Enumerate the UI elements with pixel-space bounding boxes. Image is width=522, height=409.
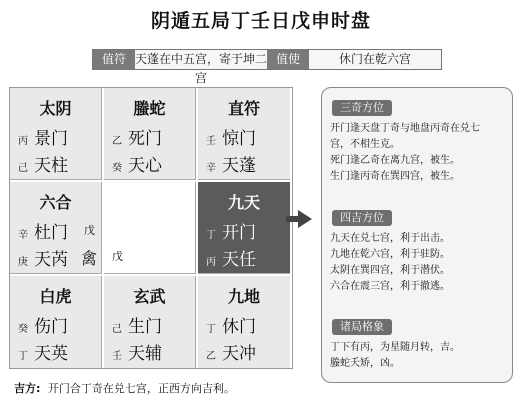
- god-label: 直符: [227, 99, 260, 118]
- zhifu-value: 天蓬在中五宫，寄于坤二宫: [135, 52, 268, 85]
- center-stem: 戊: [112, 250, 123, 263]
- stem-label: 丁: [206, 229, 216, 241]
- door-label: 伤门: [34, 317, 68, 337]
- door-row: [18, 312, 68, 337]
- star-row: [206, 339, 256, 364]
- door-label: 惊门: [222, 129, 256, 149]
- stem-label: 乙: [112, 135, 122, 147]
- zhishi-value: 休门在乾六宫: [309, 50, 441, 69]
- door-label: 死门: [128, 129, 162, 149]
- text-line: 九地在乾六宫，利于驻防。: [330, 249, 450, 260]
- palace-xun: [10, 88, 102, 180]
- door-label: 生门: [128, 317, 162, 337]
- star-row: [206, 151, 256, 176]
- stem-label: 壬: [112, 350, 122, 362]
- palace-li: [104, 88, 196, 180]
- door-row: [206, 124, 256, 149]
- analysis-panel: [321, 87, 513, 383]
- stem-label: 丁: [206, 323, 216, 335]
- section-title-ge: 诸局格象: [332, 319, 392, 335]
- star-row: [18, 339, 68, 364]
- section-body-qi: [330, 121, 504, 185]
- section-body-ge: [330, 340, 504, 372]
- palace-gen: [10, 276, 102, 368]
- god-label: 螣蛇: [133, 99, 166, 118]
- zhifu-label: 值符: [93, 50, 135, 69]
- stem-label: 壬: [206, 135, 216, 147]
- god-label: 玄武: [133, 287, 166, 306]
- palace-qian: [198, 276, 290, 368]
- palace-center: [104, 182, 196, 274]
- section-title-ji: 四吉方位: [332, 210, 392, 226]
- star-label: 天任: [222, 250, 256, 270]
- door-row: [206, 218, 256, 243]
- palace-zhen: [10, 182, 102, 274]
- door-label: 杜门: [34, 223, 68, 243]
- text-line: 九天在兑七宫，利于出击。: [330, 233, 450, 244]
- text-line: 死门逢乙奇在离九宫，被生。: [330, 155, 460, 166]
- star-row: [112, 339, 162, 364]
- door-label: 景门: [34, 129, 68, 149]
- star-label: 天柱: [34, 156, 68, 176]
- door-row: [112, 124, 162, 149]
- god-label: 白虎: [39, 287, 72, 306]
- star-label: 天辅: [128, 344, 162, 364]
- god-label: 太阴: [39, 99, 72, 118]
- text-line: 宫，不相生克。: [330, 139, 400, 150]
- stem-label: 庚: [18, 256, 28, 268]
- stem-label: 己: [112, 323, 122, 335]
- text-line: 太阴在巽四宫，利于潜伏。: [330, 265, 450, 276]
- star-row: [206, 245, 256, 270]
- door-row: [112, 312, 162, 337]
- arrow-right-icon: [298, 210, 312, 228]
- god-label: 六合: [39, 193, 72, 212]
- section-title-qi: 三奇方位: [332, 100, 392, 116]
- star-label: 天冲: [222, 344, 256, 364]
- footer-label: 吉方:: [14, 382, 41, 395]
- star-label: 天心: [128, 156, 162, 176]
- star-label: 天英: [34, 344, 68, 364]
- door-row: [18, 124, 68, 149]
- text-line: 螣蛇夭矫，凶。: [330, 358, 400, 369]
- stem-label: 己: [18, 162, 28, 174]
- zhishi-label: 值使: [267, 50, 309, 69]
- door-label: 休门: [222, 317, 256, 337]
- stem-label: 癸: [112, 162, 122, 174]
- text-line: 六合在震三宫，利于撤逃。: [330, 281, 450, 292]
- star-row: [18, 245, 68, 270]
- side-star: 禽: [80, 249, 97, 268]
- footer-note: [14, 380, 235, 396]
- god-label: 九天: [227, 193, 260, 212]
- door-row: [18, 218, 68, 243]
- stem-label: 癸: [18, 323, 28, 335]
- star-label: 天芮: [34, 250, 68, 270]
- text-line: 开门逢天盘丁奇与地盘丙奇在兑七: [330, 123, 480, 134]
- stem-label: 乙: [206, 350, 216, 362]
- palace-grid: [9, 87, 293, 369]
- star-row: [18, 151, 68, 176]
- palace-dui: [198, 182, 290, 274]
- door-row: [206, 312, 256, 337]
- header-bar: [92, 49, 442, 85]
- stem-label: 丙: [18, 135, 28, 147]
- text-line: 丁下有丙，为星随月转，吉。: [330, 342, 460, 353]
- star-row: [112, 151, 162, 176]
- star-label: 天蓬: [222, 156, 256, 176]
- stem-label: 丁: [18, 350, 28, 362]
- palace-kan: [104, 276, 196, 368]
- text-line: 生门逢丙奇在巽四宫，被生。: [330, 171, 460, 182]
- section-body-ji: [330, 231, 504, 295]
- side-stem: 戊: [84, 224, 95, 237]
- page-title: 阴遁五局丁壬日戊申时盘: [150, 10, 371, 32]
- stem-label: 辛: [206, 162, 216, 174]
- palace-kun: [198, 88, 290, 180]
- stem-label: 辛: [18, 229, 28, 241]
- footer-text: 开门合丁奇在兑七宫，正西方向吉利。: [47, 382, 235, 395]
- stem-label: 丙: [206, 256, 216, 268]
- god-label: 九地: [227, 287, 260, 306]
- door-label: 开门: [222, 223, 256, 243]
